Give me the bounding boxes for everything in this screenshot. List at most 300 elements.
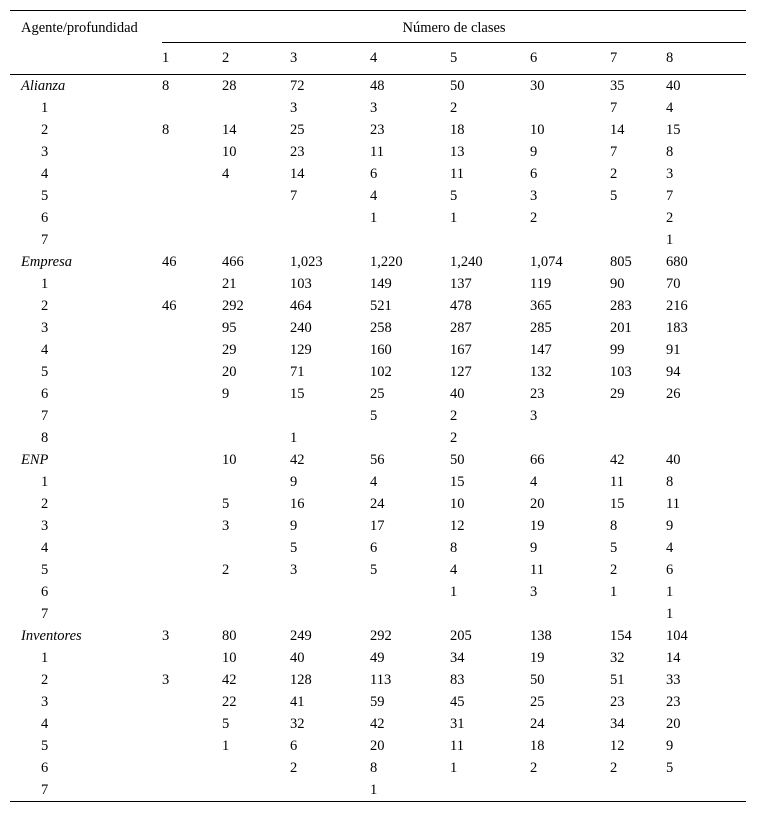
count-cell <box>162 559 222 581</box>
count-cell: 26 <box>666 386 681 402</box>
count-cell <box>530 779 610 802</box>
count-cell: 5 <box>450 188 458 204</box>
count-cell: 3 <box>530 584 538 600</box>
count-cell: 9 <box>530 540 538 556</box>
count-cell: 1 <box>666 232 674 248</box>
count-cell: 1 <box>370 210 378 226</box>
count-cell: 8 <box>450 540 458 556</box>
class-number-header: 4 <box>370 43 450 75</box>
count-cell: 99 <box>610 342 625 358</box>
count-cell: 1 <box>610 584 618 600</box>
count-cell: 2 <box>290 760 298 776</box>
count-cell: 1 <box>450 584 458 600</box>
agent-name: Alianza <box>21 78 66 94</box>
count-cell: 29 <box>222 342 237 358</box>
group-total-cell: 1,074 <box>530 254 563 270</box>
count-cell <box>222 779 290 802</box>
count-cell <box>162 515 222 537</box>
depth-label: 2 <box>41 122 49 138</box>
count-cell <box>530 603 610 625</box>
count-cell: 20 <box>370 738 385 754</box>
count-cell: 2 <box>450 430 458 446</box>
count-cell: 23 <box>530 386 545 402</box>
class-count-header: Número de clases <box>162 11 746 43</box>
count-cell: 4 <box>450 562 458 578</box>
count-cell <box>610 603 666 625</box>
count-cell: 24 <box>370 496 385 512</box>
count-cell: 24 <box>530 716 545 732</box>
count-cell: 12 <box>610 738 625 754</box>
depth-row <box>10 581 746 603</box>
group-total-cell: 46 <box>162 254 177 270</box>
depth-label: 6 <box>41 760 49 776</box>
count-cell <box>222 471 290 493</box>
count-cell <box>610 779 666 802</box>
count-cell: 42 <box>370 716 385 732</box>
count-cell: 25 <box>530 694 545 710</box>
depth-label: 1 <box>41 650 49 666</box>
group-total-cell: 1,240 <box>450 254 483 270</box>
count-cell: 10 <box>530 122 545 138</box>
count-cell: 20 <box>530 496 545 512</box>
count-cell: 4 <box>222 166 230 182</box>
count-cell <box>162 603 222 625</box>
group-row <box>10 449 746 471</box>
group-total-cell: 56 <box>370 452 385 468</box>
count-cell: 5 <box>222 716 230 732</box>
count-cell <box>162 163 222 185</box>
depth-label: 5 <box>41 364 49 380</box>
count-cell: 40 <box>450 386 465 402</box>
count-cell: 8 <box>370 760 378 776</box>
count-cell: 5 <box>370 408 378 424</box>
depth-row <box>10 691 746 713</box>
depth-row <box>10 471 746 493</box>
group-total-cell: 104 <box>666 628 688 644</box>
depth-label: 3 <box>41 320 49 336</box>
count-cell: 2 <box>666 210 674 226</box>
count-cell: 521 <box>370 298 392 314</box>
group-total-cell: 154 <box>610 628 632 644</box>
count-cell: 4 <box>666 540 674 556</box>
count-cell: 11 <box>530 562 544 578</box>
depth-row <box>10 559 746 581</box>
count-cell: 2 <box>610 760 618 776</box>
count-cell: 149 <box>370 276 392 292</box>
count-cell <box>450 603 530 625</box>
count-cell: 15 <box>610 496 625 512</box>
count-cell <box>222 757 290 779</box>
depth-row <box>10 273 746 295</box>
count-cell: 11 <box>610 474 624 490</box>
count-cell: 4 <box>666 100 674 116</box>
count-cell <box>162 735 222 757</box>
count-cell <box>530 229 610 251</box>
count-cell: 103 <box>290 276 312 292</box>
count-cell: 258 <box>370 320 392 336</box>
count-cell <box>162 713 222 735</box>
depth-row <box>10 757 746 779</box>
count-cell: 25 <box>290 122 305 138</box>
count-cell: 3 <box>666 166 674 182</box>
depth-label: 2 <box>41 496 49 512</box>
count-cell: 119 <box>530 276 552 292</box>
count-cell: 1 <box>666 606 674 622</box>
count-cell: 9 <box>666 518 674 534</box>
depth-row <box>10 207 746 229</box>
count-cell: 7 <box>290 188 298 204</box>
count-cell: 6 <box>290 738 298 754</box>
group-total-cell: 72 <box>290 78 305 94</box>
count-cell: 3 <box>222 518 230 534</box>
depth-row <box>10 779 746 802</box>
depth-row <box>10 713 746 735</box>
count-cell: 132 <box>530 364 552 380</box>
depth-row <box>10 295 746 317</box>
class-number-header: 3 <box>290 43 370 75</box>
depth-row <box>10 97 746 119</box>
count-cell: 292 <box>222 298 244 314</box>
count-cell: 32 <box>610 650 625 666</box>
count-cell: 12 <box>450 518 465 534</box>
count-cell: 19 <box>530 518 545 534</box>
count-cell: 102 <box>370 364 392 380</box>
count-cell: 9 <box>666 738 674 754</box>
count-cell: 9 <box>290 474 298 490</box>
table-container <box>10 10 746 802</box>
count-cell: 16 <box>290 496 305 512</box>
count-cell: 183 <box>666 320 688 336</box>
count-cell: 4 <box>370 188 378 204</box>
count-cell <box>162 317 222 339</box>
count-cell: 137 <box>450 276 472 292</box>
count-cell: 33 <box>666 672 681 688</box>
count-cell: 285 <box>530 320 552 336</box>
depth-label: 7 <box>41 232 49 248</box>
count-cell: 49 <box>370 650 385 666</box>
count-cell: 3 <box>370 100 378 116</box>
count-cell: 2 <box>610 562 618 578</box>
depth-label: 5 <box>41 738 49 754</box>
count-cell: 21 <box>222 276 237 292</box>
count-cell <box>222 537 290 559</box>
depth-row <box>10 669 746 691</box>
depth-row <box>10 229 746 251</box>
depth-label: 1 <box>41 100 49 116</box>
count-cell: 90 <box>610 276 625 292</box>
depth-row <box>10 119 746 141</box>
group-total-cell: 42 <box>290 452 305 468</box>
count-cell: 2 <box>530 210 538 226</box>
count-cell <box>290 405 370 427</box>
group-total-cell: 249 <box>290 628 312 644</box>
depth-label: 6 <box>41 584 49 600</box>
count-cell <box>290 207 370 229</box>
count-cell: 5 <box>610 540 618 556</box>
count-cell: 160 <box>370 342 392 358</box>
depth-label: 4 <box>41 716 49 732</box>
count-cell <box>162 383 222 405</box>
count-cell: 5 <box>222 496 230 512</box>
count-cell <box>222 185 290 207</box>
group-total-cell: 80 <box>222 628 237 644</box>
count-cell: 71 <box>290 364 305 380</box>
group-total-cell: 1,220 <box>370 254 403 270</box>
count-cell: 45 <box>450 694 465 710</box>
class-number-header: 5 <box>450 43 530 75</box>
count-cell: 6 <box>370 166 378 182</box>
agent-name: Inventores <box>21 628 82 644</box>
count-cell: 8 <box>666 144 674 160</box>
count-cell: 32 <box>290 716 305 732</box>
count-cell: 1 <box>290 430 298 446</box>
count-cell <box>162 141 222 163</box>
count-cell <box>162 647 222 669</box>
count-cell: 42 <box>222 672 237 688</box>
class-number-header: 8 <box>666 43 746 75</box>
depth-label: 5 <box>41 562 49 578</box>
count-cell: 25 <box>370 386 385 402</box>
agent-depth-header: Agente/profundidad <box>10 11 162 75</box>
group-total-cell: 8 <box>162 78 170 94</box>
count-cell <box>530 97 610 119</box>
depth-label: 4 <box>41 540 49 556</box>
depth-label: 1 <box>41 276 49 292</box>
count-cell: 31 <box>450 716 465 732</box>
count-cell: 1 <box>450 760 458 776</box>
count-cell: 59 <box>370 694 385 710</box>
count-cell: 8 <box>610 518 618 534</box>
count-cell: 13 <box>450 144 465 160</box>
count-cell <box>610 405 666 427</box>
count-cell: 18 <box>530 738 545 754</box>
count-cell <box>222 405 290 427</box>
count-cell: 3 <box>530 408 538 424</box>
count-cell <box>370 581 450 603</box>
count-cell: 1 <box>666 584 674 600</box>
depth-row <box>10 141 746 163</box>
count-cell: 11 <box>666 496 680 512</box>
count-cell <box>290 779 370 802</box>
depth-label: 6 <box>41 210 49 226</box>
count-cell <box>290 229 370 251</box>
group-total-cell: 28 <box>222 78 237 94</box>
count-cell <box>162 361 222 383</box>
depth-row <box>10 647 746 669</box>
group-total-cell: 35 <box>610 78 625 94</box>
count-cell: 1 <box>450 210 458 226</box>
count-cell: 464 <box>290 298 312 314</box>
count-cell: 147 <box>530 342 552 358</box>
depth-label: 2 <box>41 672 49 688</box>
count-cell <box>162 229 222 251</box>
count-cell <box>222 603 290 625</box>
class-number-header: 6 <box>530 43 610 75</box>
count-cell <box>530 427 610 449</box>
count-cell: 11 <box>450 738 464 754</box>
count-cell: 14 <box>222 122 237 138</box>
count-cell <box>162 581 222 603</box>
count-cell: 7 <box>610 100 618 116</box>
count-cell: 365 <box>530 298 552 314</box>
count-cell: 70 <box>666 276 681 292</box>
count-cell: 3 <box>290 100 298 116</box>
depth-row <box>10 515 746 537</box>
count-cell: 113 <box>370 672 392 688</box>
count-cell: 41 <box>290 694 305 710</box>
count-cell <box>610 427 666 449</box>
count-cell <box>162 471 222 493</box>
count-cell: 11 <box>450 166 464 182</box>
count-cell: 7 <box>666 188 674 204</box>
count-cell: 19 <box>530 650 545 666</box>
count-cell: 6 <box>370 540 378 556</box>
group-total-cell: 30 <box>530 78 545 94</box>
depth-label: 8 <box>41 430 49 446</box>
depth-label: 1 <box>41 474 49 490</box>
count-cell: 240 <box>290 320 312 336</box>
count-cell: 287 <box>450 320 472 336</box>
count-cell: 2 <box>530 760 538 776</box>
count-cell: 8 <box>666 474 674 490</box>
count-cell: 2 <box>610 166 618 182</box>
count-cell: 91 <box>666 342 681 358</box>
depth-row <box>10 383 746 405</box>
count-cell <box>162 537 222 559</box>
count-cell: 20 <box>222 364 237 380</box>
count-cell: 3 <box>530 188 538 204</box>
group-total-cell: 3 <box>162 628 170 644</box>
depth-label: 7 <box>10 779 162 802</box>
group-total-cell: 805 <box>610 254 632 270</box>
count-cell: 34 <box>450 650 465 666</box>
count-cell <box>290 581 370 603</box>
count-cell <box>222 229 290 251</box>
count-cell: 23 <box>370 122 385 138</box>
depth-row <box>10 735 746 757</box>
count-cell: 14 <box>666 650 681 666</box>
count-cell <box>162 273 222 295</box>
group-total-cell: 50 <box>450 78 465 94</box>
count-cell: 167 <box>450 342 472 358</box>
count-cell <box>222 581 290 603</box>
count-cell: 14 <box>290 166 305 182</box>
count-cell <box>222 207 290 229</box>
count-cell: 6 <box>666 562 674 578</box>
depth-row <box>10 603 746 625</box>
class-number-header: 7 <box>610 43 666 75</box>
group-total-cell: 40 <box>666 78 681 94</box>
depth-label: 5 <box>41 188 49 204</box>
count-cell <box>162 691 222 713</box>
count-cell: 94 <box>666 364 681 380</box>
count-cell: 201 <box>610 320 632 336</box>
count-cell: 6 <box>530 166 538 182</box>
count-cell: 7 <box>610 144 618 160</box>
group-total-cell: 1,023 <box>290 254 323 270</box>
group-total-cell <box>162 449 222 471</box>
group-row <box>10 625 746 647</box>
depth-row <box>10 185 746 207</box>
count-cell: 5 <box>290 540 298 556</box>
agent-name: ENP <box>21 452 49 468</box>
depth-row <box>10 427 746 449</box>
depth-row <box>10 317 746 339</box>
group-total-cell: 680 <box>666 254 688 270</box>
count-cell: 15 <box>290 386 305 402</box>
count-cell: 9 <box>530 144 538 160</box>
count-cell: 9 <box>290 518 298 534</box>
group-row <box>10 75 746 98</box>
count-cell: 83 <box>450 672 465 688</box>
count-cell <box>162 493 222 515</box>
count-cell <box>162 757 222 779</box>
count-cell: 23 <box>290 144 305 160</box>
count-cell: 95 <box>222 320 237 336</box>
count-cell <box>666 427 746 449</box>
depth-row <box>10 163 746 185</box>
depth-label: 3 <box>41 694 49 710</box>
depth-row <box>10 339 746 361</box>
count-cell <box>370 603 450 625</box>
count-cell <box>610 207 666 229</box>
depth-row <box>10 493 746 515</box>
classes-by-depth-table <box>10 10 746 802</box>
class-number-header: 2 <box>222 43 290 75</box>
count-cell: 10 <box>450 496 465 512</box>
group-total-cell: 466 <box>222 254 244 270</box>
count-cell: 5 <box>370 562 378 578</box>
count-cell: 22 <box>222 694 237 710</box>
depth-row <box>10 537 746 559</box>
depth-label: 6 <box>41 386 49 402</box>
count-cell <box>370 229 450 251</box>
agent-name: Empresa <box>21 254 73 270</box>
count-cell: 4 <box>370 474 378 490</box>
count-cell: 11 <box>370 144 384 160</box>
count-cell <box>162 339 222 361</box>
count-cell: 1 <box>370 779 450 802</box>
count-cell: 34 <box>610 716 625 732</box>
table-body <box>10 75 746 802</box>
count-cell: 15 <box>450 474 465 490</box>
count-cell: 10 <box>222 144 237 160</box>
count-cell: 283 <box>610 298 632 314</box>
count-cell: 23 <box>666 694 681 710</box>
count-cell: 3 <box>290 562 298 578</box>
count-cell <box>666 405 746 427</box>
count-cell: 15 <box>666 122 681 138</box>
count-cell: 216 <box>666 298 688 314</box>
count-cell <box>162 427 222 449</box>
count-cell <box>162 185 222 207</box>
count-cell: 2 <box>450 408 458 424</box>
depth-label: 4 <box>41 342 49 358</box>
count-cell: 50 <box>530 672 545 688</box>
depth-label: 3 <box>41 518 49 534</box>
depth-label: 3 <box>41 144 49 160</box>
depth-label: 7 <box>41 606 49 622</box>
group-total-cell: 48 <box>370 78 385 94</box>
count-cell: 2 <box>450 100 458 116</box>
count-cell: 8 <box>162 122 170 138</box>
group-total-cell: 292 <box>370 628 392 644</box>
group-total-cell: 138 <box>530 628 552 644</box>
depth-row <box>10 405 746 427</box>
depth-label: 4 <box>41 166 49 182</box>
count-cell: 10 <box>222 650 237 666</box>
count-cell: 5 <box>610 188 618 204</box>
